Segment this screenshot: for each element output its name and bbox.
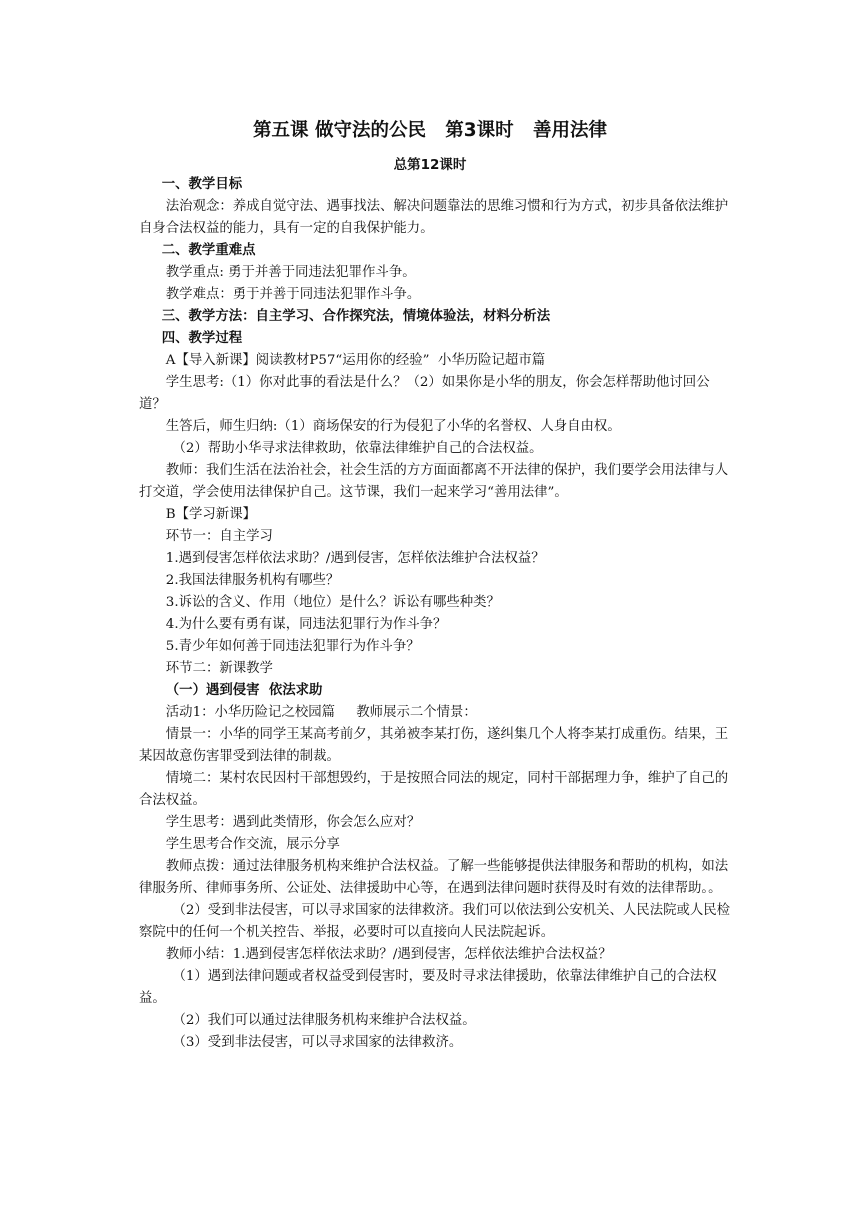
paragraph: 法治观念：养成自觉守法、遇事找法、解决问题靠法的思维习惯和行为方式，初步具备依法维护自身合法权益的能力，具有一定的自我保护能力。 [139, 199, 729, 236]
section-heading: 四、教学过程 [161, 331, 243, 346]
paragraph: （1）遇到法律问题或者权益受到侵害时，要及时寻求法律援助，依靠法律维护自己的合法权益。 [139, 969, 717, 1006]
paragraph: 3.诉讼的含义、作用（地位）是什么？诉讼有哪些种类？ [165, 595, 500, 610]
paragraph: 学生思考:（1）你对此事的看法是什么？（2）如果你是小华的朋友，你会怎样帮助他讨回公道？ [139, 375, 710, 412]
paragraph: 学生思考：遇到此类情形，你会怎么应对？ [165, 815, 421, 830]
paragraph: 教学重点: 勇于并善于同违法犯罪作斗争。 [165, 265, 416, 280]
paragraph: 4.为什么要有勇有谋，同违法犯罪行为作斗争？ [165, 617, 447, 632]
paragraph: 活动1：小华历险记之校园篇 教师展示二个情景： [165, 705, 477, 720]
paragraph: （2）受到非法侵害，可以寻求国家的法律救济。我们可以依法到公安机关、人民法院或人民检察院中的任何一个机关控告、举报，必要时可以直接向人民法院起诉。 [139, 903, 731, 940]
paragraph: 环节一：自主学习 [165, 529, 273, 544]
paragraph: 情境二：某村农民因村干部想毁约，于是按照合同法的规定，同村干部据理力争，维护了自己的合法权益。 [139, 771, 729, 808]
paragraph: 1.遇到侵害怎样依法求助？/遇到侵害，怎样依法维护合法权益？ [165, 551, 545, 566]
section-heading: （一）遇到侵害 依法求助 [165, 683, 323, 698]
paragraph: 5.青少年如何善于同违法犯罪行为作斗争？ [165, 639, 420, 654]
paragraph: （2）我们可以通过法律服务机构来维护合法权益。 [172, 1013, 476, 1028]
paragraph: 生答后，师生归纳:（1）商场保安的行为侵犯了小华的名誉权、人身自由权。 [165, 419, 621, 434]
paragraph: 环节二：新课教学 [165, 661, 273, 676]
lesson-count: 总第12课时 [393, 157, 467, 173]
paragraph: B【学习新课】 [165, 507, 256, 522]
paragraph: 教师小结：1.遇到侵害怎样依法求助？/遇到侵害，怎样依法维护合法权益？ [165, 947, 612, 962]
paragraph: （2）帮助小华寻求法律救助，依靠法律维护自己的合法权益。 [172, 441, 543, 456]
paragraph: 教学难点：勇于并善于同违法犯罪作斗争。 [165, 287, 421, 302]
paragraph: 情景一：小华的同学王某高考前夕，其弟被李某打伤，遂纠集几个人将李某打成重伤。结果，王某因故意伤害罪受到法律的制裁。 [139, 727, 729, 764]
section-heading: 一、教学目标 [161, 177, 243, 192]
page-title: 第五课 做守法的公民 第3课时 善用法律 [253, 120, 607, 141]
paragraph: A【导入新课】阅读教材P57“运用你的经验” 小华历险记超市篇 [165, 353, 546, 368]
paragraph: 2.我国法律服务机构有哪些？ [165, 573, 340, 588]
paragraph: （3）受到非法侵害，可以寻求国家的法律救济。 [172, 1035, 463, 1050]
paragraph: 教师点拨：通过法律服务机构来维护合法权益。了解一些能够提供法律服务和帮助的机构，如法律服务所、律师事务所、公证处、法律援助中心等，在遇到法律问题时获得及时有效的法律帮助。。 [139, 859, 729, 896]
paragraph: 学生思考合作交流，展示分享 [165, 837, 340, 852]
paragraph: 教师：我们生活在法治社会，社会生活的方方面面都离不开法律的保护，我们要学会用法律与人打交道，学会使用法律保护自己。这节课，我们一起来学习“善用法律”。 [139, 463, 729, 500]
document-body [139, 174, 731, 1054]
section-heading: 二、教学重难点 [161, 243, 256, 258]
section-heading: 三、教学方法：自主学习、合作探究法，情境体验法，材料分析法 [161, 309, 551, 324]
